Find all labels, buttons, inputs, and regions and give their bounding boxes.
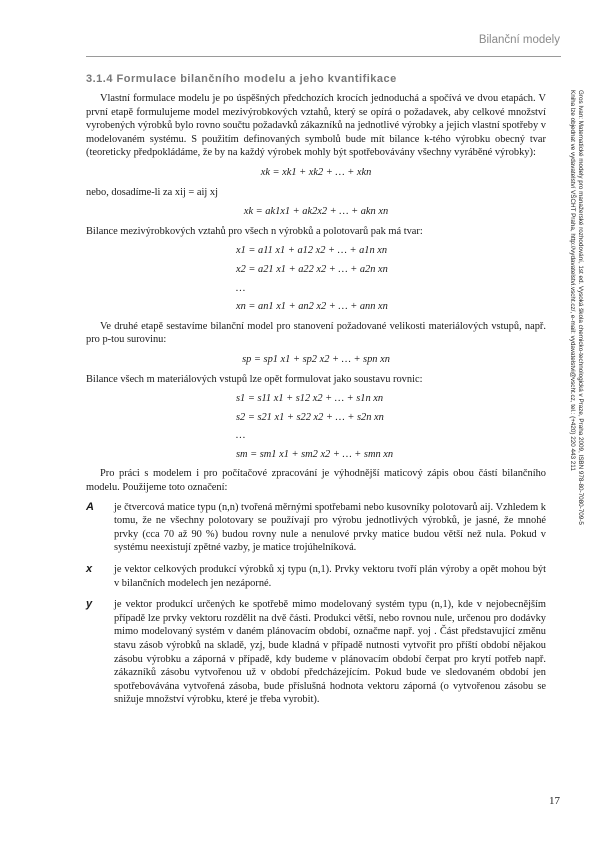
- equation-line: …: [236, 430, 246, 442]
- definition-item: [86, 598, 546, 707]
- equation-line: sm = sm1 x1 + sm2 x2 + … + smn xn: [236, 448, 394, 460]
- equation-set-1: [236, 244, 546, 313]
- equation-2: xk = ak1x1 + ak2x2 + … + akn xn: [243, 206, 389, 218]
- side-note-line-2: Kniha lze objednat ve vydavatelství VŠCHT Praha, http://vydavatelstvi.vscht.cz/, e-mail: vydavatelstvi@vscht.cz, tel.: (+420) 220 443 211: [569, 90, 576, 471]
- definition-item: [86, 563, 546, 590]
- section-title: 3.1.4 Formulace bilančního modelu a jeho kvantifikace: [86, 73, 397, 85]
- definition-text: je čtvercová matice typu (n,n) tvořená měrnými spotřebami nebo kusovníky polotovarů aij. Vzhledem k tomu, že ne všechny polotovary se používají pro výrobu jednotlivých výrobků, je jasné, že mnohé prvky (cca 70 až 90 %) budou rovny nule a nenulové prvky matice budou větší než nula. Pokud v systému neexistují zpětné vazby, je matice trojúhelníková.: [114, 501, 546, 554]
- paragraph-4: Ve druhé etapě sestavíme bilanční model pro stanovení požadované velikosti materiálových vstupů, např. pro p-tou surovinu:: [86, 320, 546, 346]
- equation-1: xk = xk1 + xk2 + … + xkn: [260, 166, 372, 178]
- paragraph-6: Pro práci s modelem i pro počítačové zpracování je výhodnější maticový zápis obou částí bilančního modelu. Použijeme toto označení:: [86, 468, 546, 494]
- running-header: Bilanční modely: [478, 34, 560, 46]
- equation-line: s2 = s21 x1 + s22 x2 + … + s2n xn: [236, 411, 384, 423]
- paragraph-3: Bilance mezivýrobkových vztahů pro všech n výrobků a polotovarů pak má tvar:: [86, 225, 423, 237]
- equation-3: sp = sp1 x1 + sp2 x2 + … + spn xn: [242, 353, 390, 365]
- equation-line: …: [236, 282, 246, 294]
- definition-item: [86, 501, 546, 555]
- header-rule: [86, 56, 561, 57]
- equation-line: s1 = s11 x1 + s12 x2 + … + s1n xn: [236, 393, 384, 405]
- page-number: 17: [549, 795, 560, 807]
- definition-symbol: A: [86, 500, 94, 513]
- paragraph-2: nebo, dosadíme-li za xij = aij xj: [86, 186, 218, 198]
- definition-symbol: y: [86, 598, 93, 611]
- side-note-line-1: Gros Ivan: Matematické modely pro manažerské rozhodování, 1st ed. Vysoká škola chemicko-technologická v Praze, Praha 2009, ISBN 978-80-7080-709-5: [577, 90, 584, 525]
- definition-text: je vektor produkcí určených ke spotřebě mimo modelovaný systém typu (n,1), kde v nejobecnějším případě lze prvky vektoru rozdělit na dvě části. Produkci větší, nebo rovnou nule, určenou pro dodávky mimo modelovaný systém v daném plánovacím období, označme např. yoj . Část představující změnu stavu zásob výrobků na skladě, yzj, bude kladná v případě nutnosti vytvořit pro příští období nějakou zásobu výrobku a záporná v případě, kdy budeme v plánovacím období čerpat pro krytí potřeb např. zákazníků zásobu vytvořenou už v období předcházejícím. Pokud bude ve sledovaném období jen spotřebovávána vytvořená zásoba, bude příslušná hodnota vektoru záporná (o vytvořenou zásobu se snižuje množství výrobku, které je třeba vyrobit).: [114, 599, 546, 706]
- equation-line: x1 = a11 x1 + a12 x2 + … + a1n xn: [236, 245, 388, 257]
- paragraph-1: Vlastní formulace modelu je po úspěšných předchozích krocích jednoduchá a spočívá ve dvou etapách. V první etapě formulujeme model mezivýrobkových vztahů, který se opírá o požadavek, aby celkové množství vyrobených výrobků bylo rovno součtu požadavků zákazníků na jednotlivé výrobky a jejich vlastní spotřeby v modelovaném systému. S použitím definovaných symbolů bude mít bilance k-tého výrobku obecný tvar (teoreticky předpokládáme, že by na každý výrobek mohly být spotřebovávány všechny vyráběné výrobky):: [86, 93, 546, 159]
- definition-list: [86, 501, 546, 707]
- side-copyright-note: [569, 90, 584, 610]
- page-body: [86, 92, 546, 715]
- equation-set-2: [236, 392, 546, 461]
- equation-line: xn = an1 x1 + an2 x2 + … + ann xn: [236, 301, 388, 313]
- equation-line: x2 = a21 x1 + a22 x2 + … + a2n xn: [236, 263, 388, 275]
- definition-symbol: x: [86, 563, 93, 576]
- paragraph-5: Bilance všech m materiálových vstupů lze opět formulovat jako soustavu rovnic:: [86, 373, 423, 385]
- definition-text: je vektor celkových produkcí výrobků xj typu (n,1). Prvky vektoru tvoří plán výroby a opět mohou být v bilančních modelech jen nezáporné.: [114, 564, 546, 589]
